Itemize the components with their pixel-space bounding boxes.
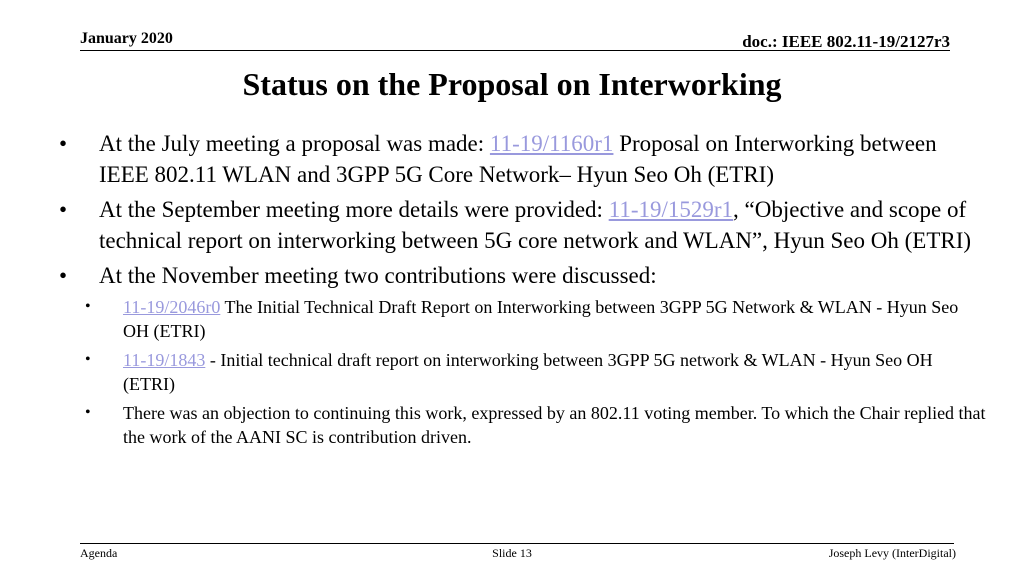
bullet-glyph: •: [59, 197, 68, 222]
footer-author: Joseph Levy (InterDigital): [828, 546, 956, 560]
doc-link-1843[interactable]: 11-19/1843: [123, 350, 206, 370]
header-doc-number: doc.: IEEE 802.11-19/2127r3: [742, 32, 950, 51]
bullet-glyph: •: [59, 131, 68, 156]
subbullet-text: The Initial Technical Draft Report on Interworking between 3GPP 5G Network & WLAN - Hyun Seo OH (ETRI): [123, 297, 959, 341]
header-date: January 2020: [80, 30, 173, 47]
slide-content: [56, 128, 986, 454]
slide-title: Status on the Proposal on Interworking: [242, 66, 782, 102]
doc-link-1529r1[interactable]: 11-19/1529r1: [608, 197, 734, 222]
bullet-glyph: •: [59, 263, 68, 288]
subbullet-objection: [56, 401, 986, 449]
subbullet-1843: [56, 348, 986, 396]
bullet-text: , “Objective and scope of technical report on interworking between 5G core network and WLAN”, Hyun Seo Oh (ETRI): [99, 197, 972, 253]
subbullet-2046r0: [56, 295, 986, 343]
bullet-glyph: •: [85, 404, 91, 421]
bullet-text: Proposal on Interworking between IEEE 802.11 WLAN and 3GPP 5G Core Network– Hyun Seo Oh (ETRI): [99, 131, 937, 187]
header-divider: [80, 50, 950, 51]
bullet-glyph: •: [85, 351, 91, 368]
bullet-november: [56, 260, 986, 291]
footer-agenda: Agenda: [80, 546, 118, 560]
bullet-september: [56, 194, 986, 256]
doc-link-1160r1[interactable]: 11-19/1160r1: [489, 131, 614, 156]
footer-slide-number: Slide 13: [492, 546, 532, 560]
bullet-text: At the September meeting more details were provided:: [99, 197, 609, 222]
footer-divider: [80, 543, 954, 544]
bullet-july: [56, 128, 986, 190]
bullet-glyph: •: [85, 298, 91, 315]
subbullet-text: There was an objection to continuing this work, expressed by an 802.11 voting member. To which the Chair replied that the work of the AANI SC is contribution driven.: [123, 403, 986, 447]
bullet-text: At the July meeting a proposal was made:: [99, 131, 490, 156]
bullet-text: At the November meeting two contributions were discussed:: [99, 263, 657, 288]
doc-link-2046r0[interactable]: 11-19/2046r0: [123, 297, 221, 317]
subbullet-text: - Initial technical draft report on interworking between 3GPP 5G network & WLAN - Hyun Seo OH (ETRI): [123, 350, 933, 394]
